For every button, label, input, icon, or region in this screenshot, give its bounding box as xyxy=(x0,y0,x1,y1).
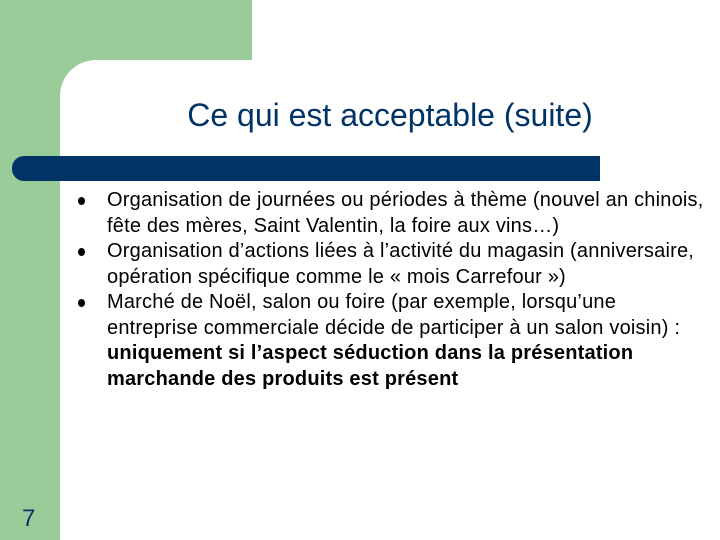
bullet-emphasis-text: uniquement si l’aspect séduction dans la présentation marchande des produits est présent xyxy=(107,342,634,390)
bullet-item-journees xyxy=(78,188,708,239)
bullet-dot-icon xyxy=(78,299,85,307)
bullet-dot-icon xyxy=(78,197,85,205)
slide-title: Ce qui est acceptable (suite) xyxy=(187,97,593,133)
bullet-text: Organisation de journées ou périodes à thème (nouvel an chinois, fête des mères, Saint Valentin, la foire aux vins…) xyxy=(107,189,704,237)
title-underline-bar xyxy=(12,156,600,181)
bullet-text: Marché de Noël, salon ou foire (par exemple, lorsqu’une entreprise commerciale décide de participer à un salon voisin) : xyxy=(107,291,681,339)
slide-number: 7 xyxy=(22,505,36,532)
bullet-list xyxy=(78,188,708,392)
bullet-text-composite xyxy=(107,290,708,392)
bullet-dot-icon xyxy=(78,248,85,256)
bullet-item-actions xyxy=(78,239,708,290)
bullet-text: Organisation d’actions liées à l’activité du magasin (anniversaire, opération spécifique comme le « mois Carrefour ») xyxy=(107,240,695,288)
bullet-item-marche-noel xyxy=(78,290,708,392)
